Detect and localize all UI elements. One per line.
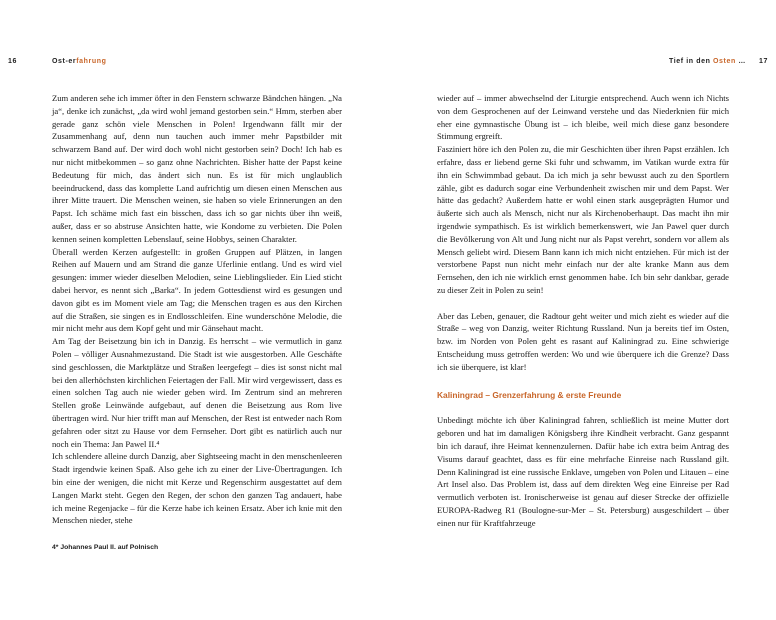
right-body-text bbox=[437, 92, 729, 530]
left-body-text bbox=[52, 92, 342, 527]
paragraph: Am Tag der Beisetzung bin ich in Danzig. Es herrscht – wie vermutlich in ganz Polen – völliger Ausnahmezustand. Die Stadt ist wie ausgestorben. Alle Geschäfte sind geschlossen, die Marktplätze und Straßen leergefegt – dies ist sonst nicht mal bei den allerhöchsten kirchlichen Feiertagen der Fall. Mir wird vergewissert, dass es einen solchen Tag auch nie wieder geben wird. Im Zentrum sind an mehreren Stellen große Leinwände aufgebaut, auf denen die Beisetzung aus Rom live übertragen wird. Nur hier trifft man auf Menschen, der Rest ist entweder nach Rom gefahren oder sitzt zu Hause vor dem Fernseher. Dort gibt es natürlich auch nur noch ein Thema: Jan Pawel II.⁴ bbox=[52, 336, 342, 449]
running-head-right-part1: Tief in den bbox=[668, 58, 713, 65]
page-number-left: 16 bbox=[8, 58, 17, 65]
running-head-left-part2: fahrung bbox=[76, 58, 107, 65]
right-page bbox=[388, 0, 776, 620]
section-heading: Kaliningrad – Grenzerfahrung & erste Freunde bbox=[437, 389, 622, 400]
page-number-right: 17 bbox=[759, 58, 768, 65]
paragraph: Fasziniert höre ich den Polen zu, die mir Geschichten über ihren Papst erzählen. Ich erfahre, dass er liebend gerne Ski fuhr und schwamm, im Vatikan wurde extra für ihn ein Schwimmbad gebaut. Da ich mich ja sehr bewusst auch zu den Sportlern zähle, gibt es dadurch sogar eine Verbundenheit zwischen mir und dem Papst. Wer hätte das gedacht? Außerdem hatte er wohl einen stark ausgeprägten Humor und äußerte sich auch als Mensch, nicht nur als Kirchenoberhaupt. Das macht ihn mir irgendwie sympathisch. Es ist wirklich bemerkenswert, wie Jan Pawel quer durch die Bevölkerung von Alt und Jung nicht nur als Papst verehrt, sondern vor allem als Mensch geliebt wird. Diesem Bann kann ich mich nicht entziehen. Für mich ist der verstorbene Papst nun nicht mehr einfach nur der alte kranke Mann aus dem Fernsehen, den ich nie wirklich ernst genommen habe. Ich bin sehr dankbar, gerade zu dieser Zeit in Polen zu sein! bbox=[437, 144, 729, 295]
paragraph: Unbedingt möchte ich über Kaliningrad fahren, schließlich ist meine Mutter dort geboren und hat im damaligen Königsberg ihre Kindheit verbracht. Ganz gespannt bin ich darauf, ihre Heimat kennenzulernen. Dafür habe ich extra beim Antrag des Visums darauf geachtet, dass es für eine mehrfache Einreise nach Russland gilt. Denn Kaliningrad ist eine russische Enklave, umgeben von Polen und Litauen – eine Art Insel also. Das Problem ist, dass auf dem direkten Weg eine Einreise per Rad vermutlich verboten ist. Ironischerweise ist genau auf dieser Strecke der offizielle EUROPA-Radweg R1 (Boulogne-sur-Mer – St. Petersburg) ausgeschildert – über einen nur für Kraftfahrzeuge bbox=[437, 415, 729, 528]
footnote: 4* Johannes Paul II. auf Polnisch bbox=[52, 544, 159, 551]
running-head-right-part2: Osten bbox=[713, 58, 736, 65]
paragraph: wieder auf – immer abwechselnd der Liturgie entsprechend. Auch wenn ich Nichts von dem Gesprochenen auf der Leinwand verstehe und das Niederknien für mich eher eine gymnastische Übung ist – ich bleibe, weil mich diese ganz besondere Stimmung ergreift. bbox=[437, 93, 729, 142]
paragraph: Überall werden Kerzen aufgestellt: in großen Gruppen auf Plätzen, in langen Reihen auf Mauern und am Strand die ganze Uferlinie entlang. Und es wird viel gesungen: immer wieder dieselben Melodien, seine Lieblingslieder. Ein Lied sticht dabei hervor, es nennt sich „Barka“. In jedem Gottesdienst wird es gesungen und davon gibt es im Moment viele am Tag; die Menschen tragen es aus den Kirchen auf die Straßen, sie singen es in Endlosschleifen. Eine wunderschöne Melodie, die mir nicht mehr aus dem Kopf geht und mir Gänsehaut macht. bbox=[52, 246, 342, 334]
paragraph: Zum anderen sehe ich immer öfter in den Fenstern schwarze Bändchen hängen. „Na ja“, denke ich zunächst, „da wird wohl jemand gestorben sein.“ Hmm, sterben aber gerade ganz schön viele Menschen in Polen! Irgendwann fällt mir der Zusammenhang auf, denn nun tauchen auch immer mehr Papstbilder mit schwarzem Band auf. Der wird doch wohl nicht gestorben sein? Doch! Ich hab es nur nicht mitbekommen – so ganz ohne Nachrichten. Bisher hatte der Papst keine Bedeutung für mich, das ändert sich nun. Es ist für mich unglaublich beeindruckend, dass das komplette Land aufrichtig um diesen einen Menschen aus ihrer Mitte trauert. Die Menschen weinen, sie haben so viele Erinnerungen an den Papst. Ich schäme mich fast ein bisschen, dass ich so gar nichts über ihn weiß, außer, dass er so abstruse Ansichten hatte, wie Kondome zu verbieten. Die Polen kennen seinen kompletten Lebenslauf, seine Hobbys, seinen Charakter. bbox=[52, 93, 342, 244]
running-head-right-part3: … bbox=[735, 58, 746, 65]
running-head-left bbox=[52, 58, 106, 65]
paragraph: Aber das Leben, genauer, die Radtour geht weiter und mich zieht es wieder auf die Straße – weg von Danzig, weiter Richtung Russland. Nun ja bereits tief im Osten, bzw. im Norden von Polen geht es rasant auf Kaliningrad zu. Eine schwierige Entscheidung muss getroffen werden: Wo und wie überquere ich die Grenze? Dass ich sie überquere, ist klar! bbox=[437, 310, 729, 372]
running-head-right bbox=[669, 58, 746, 65]
paragraph: Ich schlendere alleine durch Danzig, aber Sightseeing macht in den menschenleeren Stadt irgendwie keinen Spaß. Also gehe ich zu einer der Live-Übertragungen. Ich bin eine der wenigen, die nicht mit Kerze und Regenschirm ausgestattet auf dem Langen Markt steht. Gegen den Regen, der schon den ganzen Tag andauert, habe ich meine Regenjacke – für die Kerze habe ich keinen Ersatz. Aber ich knie mit den Menschen nieder, stehe bbox=[52, 451, 342, 526]
running-head-left-part1: Ost-er bbox=[52, 58, 77, 65]
